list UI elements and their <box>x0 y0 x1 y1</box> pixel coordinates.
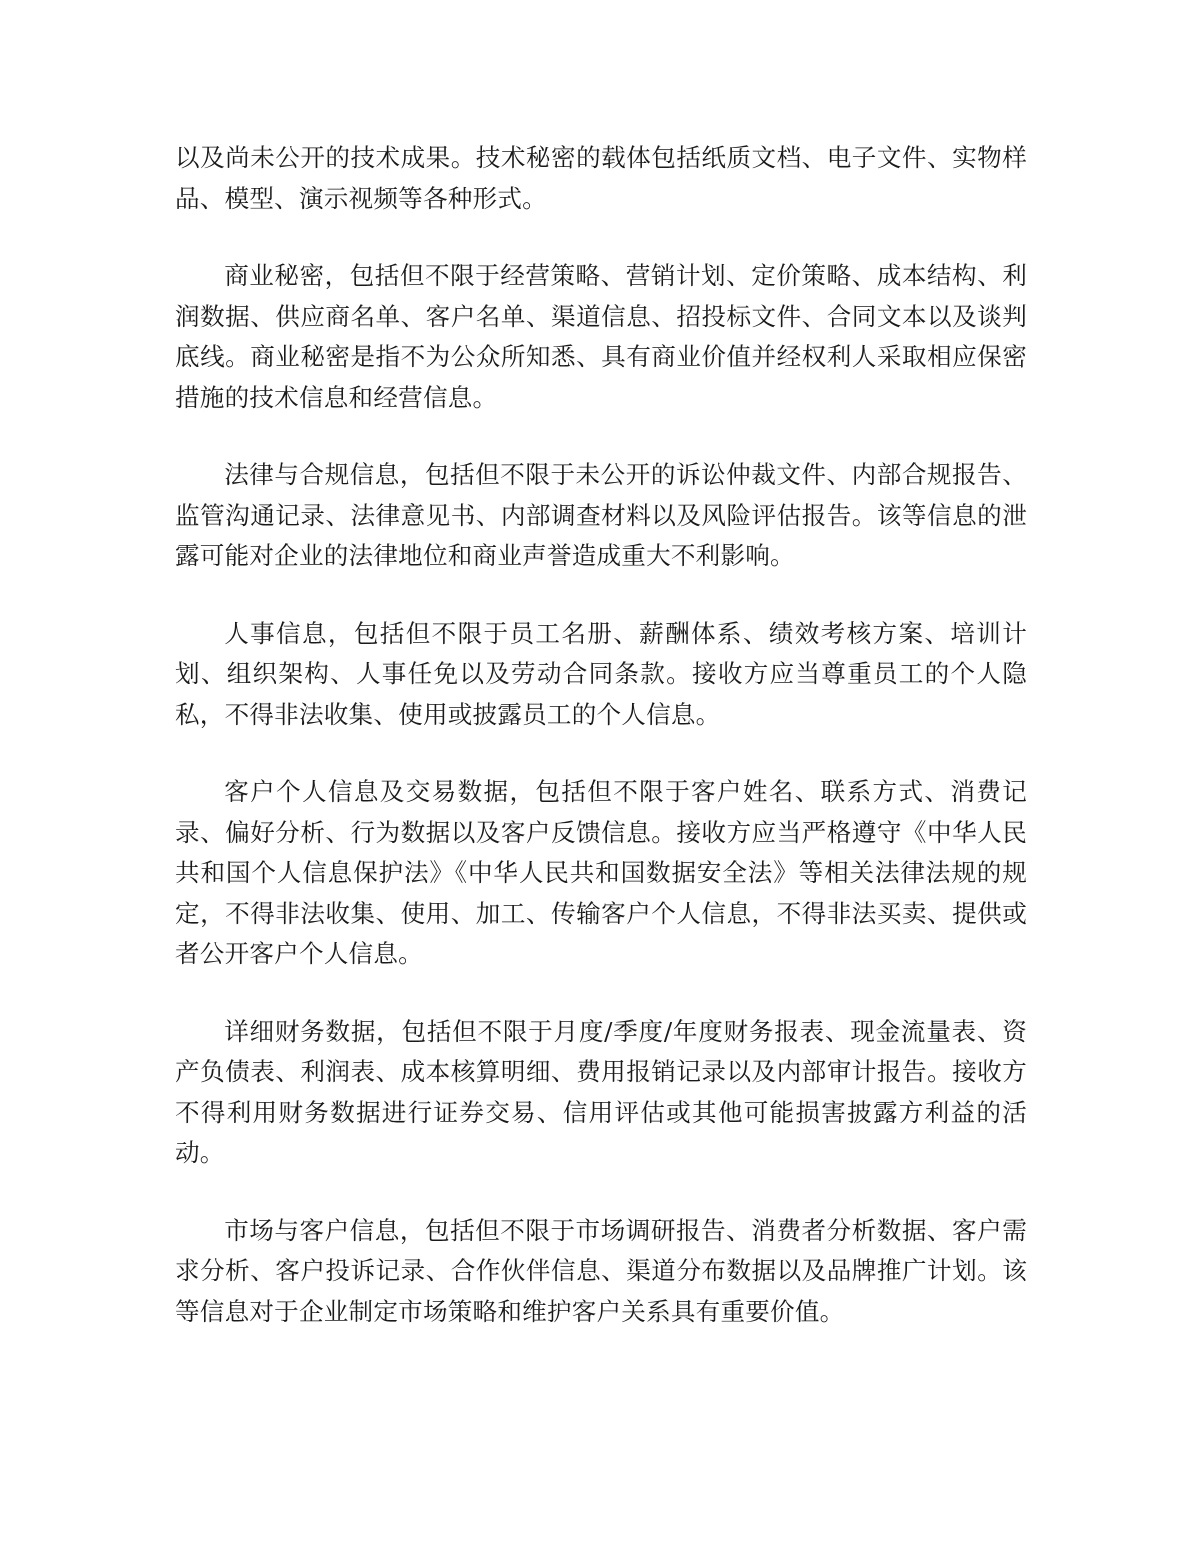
paragraph-financial-data: 详细财务数据，包括但不限于月度/季度/年度财务报表、现金流量表、资产负债表、利润表、成本核算明细、费用报销记录以及内部审计报告。接收方不得利用财务数据进行证券交易、信用评估或其他可能损害披露方利益的活动。 <box>175 1016 1027 1167</box>
paragraph-market-info: 市场与客户信息，包括但不限于市场调研报告、消费者分析数据、客户需求分析、客户投诉记录、合作伙伴信息、渠道分布数据以及品牌推广计划。该等信息对于企业制定市场策略和维护客户关系具有重要价值。 <box>175 1215 1027 1326</box>
paragraph-business-secrets: 商业秘密，包括但不限于经营策略、营销计划、定价策略、成本结构、利润数据、供应商名单、客户名单、渠道信息、招投标文件、合同文本以及谈判底线。商业秘密是指不为公众所知悉、具有商业价值并经权利人采取相应保密措施的技术信息和经营信息。 <box>175 261 1027 412</box>
document-body <box>175 138 1027 1369</box>
paragraph-tech-secret-continued: 以及尚未公开的技术成果。技术秘密的载体包括纸质文档、电子文件、实物样品、模型、演示视频等各种形式。 <box>175 143 1027 213</box>
paragraph-legal-compliance: 法律与合规信息，包括但不限于未公开的诉讼仲裁文件、内部合规报告、监管沟通记录、法律意见书、内部调查材料以及风险评估报告。该等信息的泄露可能对企业的法律地位和商业声誉造成重大不利影响。 <box>175 460 1027 570</box>
paragraph-customer-data: 客户个人信息及交易数据，包括但不限于客户姓名、联系方式、消费记录、偏好分析、行为数据以及客户反馈信息。接收方应当严格遵守《中华人民共和国个人信息保护法》《中华人民共和国数据安全法》等相关法律法规的规定，不得非法收集、使用、加工、传输客户个人信息，不得非法买卖、提供或者公开客户个人信息。 <box>175 777 1027 968</box>
paragraph-personnel-info: 人事信息，包括但不限于员工名册、薪酬体系、绩效考核方案、培训计划、组织架构、人事任免以及劳动合同条款。接收方应当尊重员工的个人隐私，不得非法收集、使用或披露员工的个人信息。 <box>175 618 1027 729</box>
